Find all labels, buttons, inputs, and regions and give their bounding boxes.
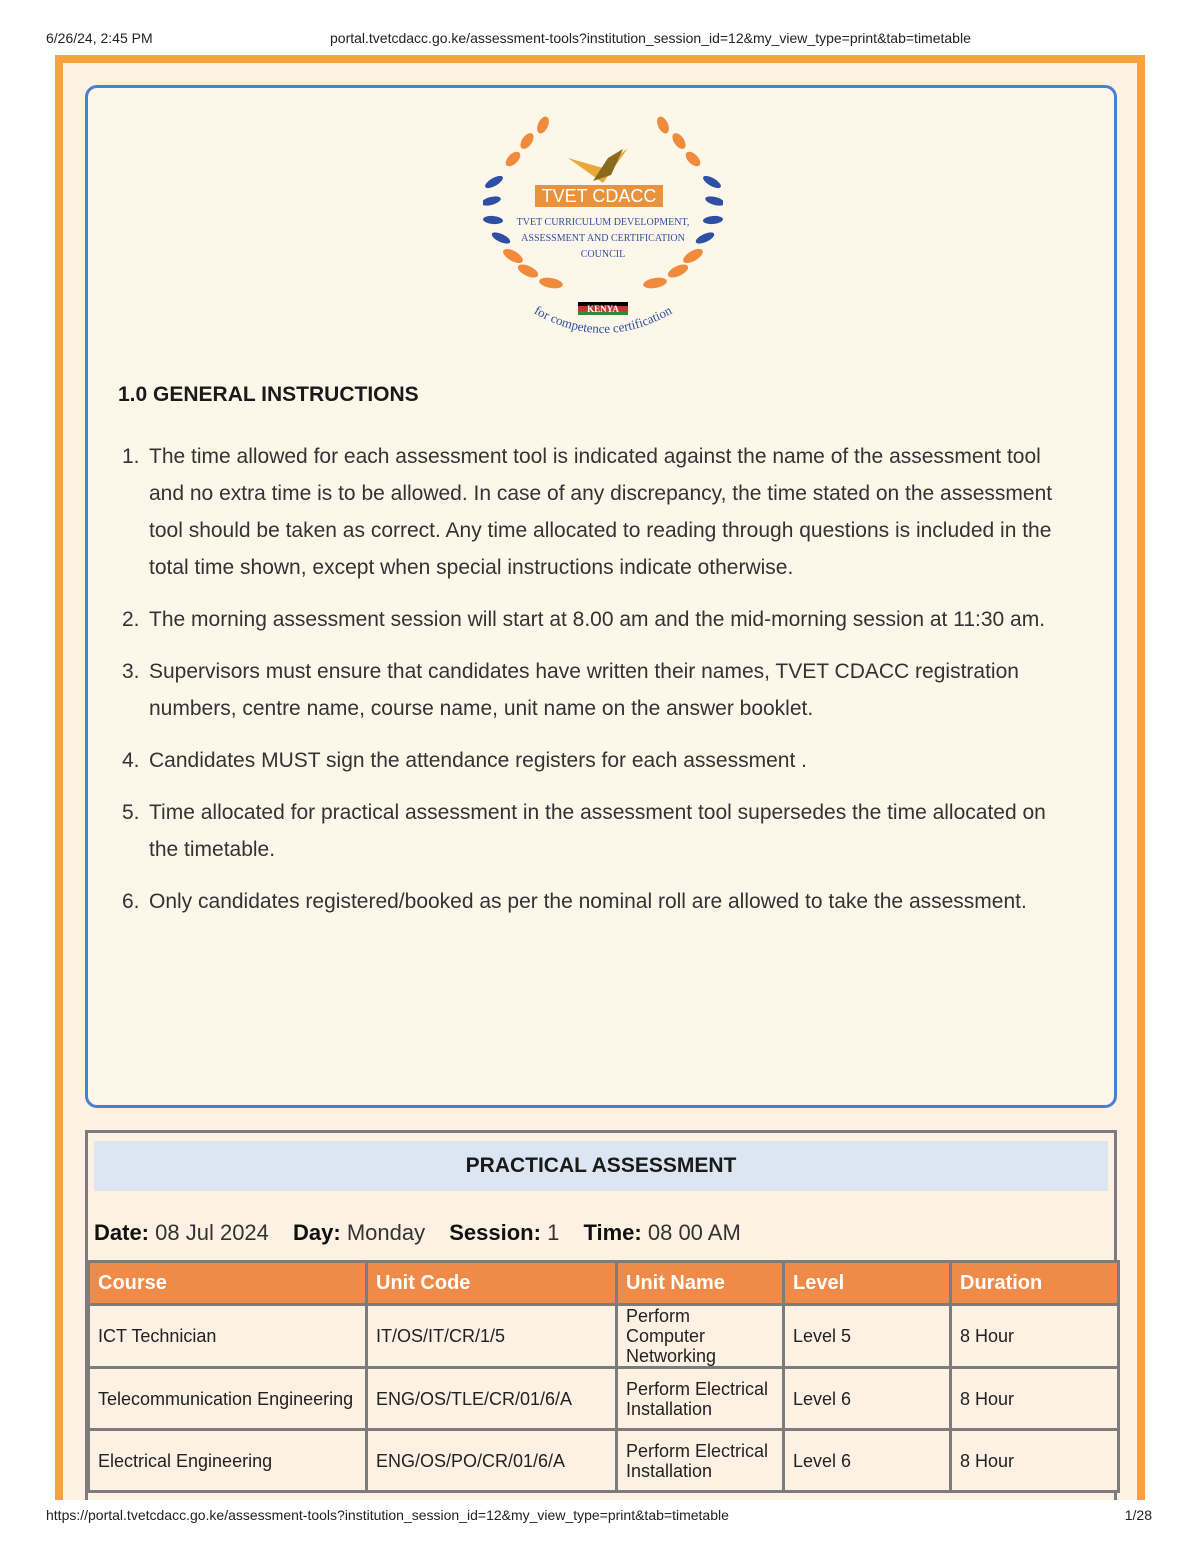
column-header-duration: Duration bbox=[951, 1262, 1119, 1305]
column-header-course: Course bbox=[89, 1262, 367, 1305]
tvet-cdacc-logo bbox=[483, 113, 723, 348]
cell-duration: 8 Hour bbox=[951, 1430, 1119, 1492]
instruction-item: 5. Time allocated for practical assessment in the assessment tool supersedes the time allocated on the timetable. bbox=[122, 801, 1046, 861]
column-header-unit-name: Unit Name bbox=[617, 1262, 784, 1305]
print-header bbox=[46, 30, 1154, 48]
logo-banner-text: TVET CDACC bbox=[541, 186, 657, 206]
print-url: portal.tvetcdacc.go.ke/assessment-tools?institution_session_id=12&my_view_type=print&tab=timetable bbox=[330, 30, 971, 46]
logo-org-line-1: TVET CURRICULUM DEVELOPMENT, bbox=[516, 217, 690, 228]
table-row bbox=[89, 1368, 1119, 1430]
cell-duration: 8 Hour bbox=[951, 1305, 1119, 1368]
instructions-list bbox=[118, 438, 1068, 935]
assessment-title: PRACTICAL ASSESSMENT bbox=[94, 1141, 1108, 1191]
cell-course: ICT Technician bbox=[89, 1305, 367, 1368]
day-label: Day: bbox=[293, 1220, 341, 1245]
table-row bbox=[89, 1430, 1119, 1492]
print-datetime: 6/26/24, 2:45 PM bbox=[46, 30, 153, 46]
footer-url: https://portal.tvetcdacc.go.ke/assessment-tools?institution_session_id=12&my_view_type=print&tab=timetable bbox=[46, 1507, 729, 1523]
instruction-item: 6. Only candidates registered/booked as per the nominal roll are allowed to take the assessment. bbox=[122, 890, 1027, 913]
cell-level: Level 6 bbox=[784, 1430, 951, 1492]
instruction-item: 1. The time allowed for each assessment tool is indicated against the name of the assessment tool and no extra time is to be allowed. In case of any discrepancy, the time stated on the assessment tool should be taken as correct. Any time allocated to reading through questions is included in the total time shown, except when special instructions indicate otherwise. bbox=[122, 445, 1053, 579]
cell-unit-code: ENG/OS/TLE/CR/01/6/A bbox=[367, 1368, 617, 1430]
logo-country-text: KENYA bbox=[587, 304, 619, 314]
cell-unit-name: Perform Electrical Installation bbox=[617, 1430, 784, 1492]
session-label: Session: bbox=[449, 1220, 541, 1245]
page-number: 1/28 bbox=[1124, 1507, 1152, 1523]
instruction-item: 2. The morning assessment session will start at 8.00 am and the mid-morning session at 11:30 am. bbox=[122, 608, 1046, 631]
cell-unit-code: ENG/OS/PO/CR/01/6/A bbox=[367, 1430, 617, 1492]
time-value: 08 00 AM bbox=[647, 1220, 741, 1245]
assessment-table bbox=[87, 1260, 1120, 1493]
practical-assessment-section bbox=[85, 1130, 1117, 1500]
table-header-row bbox=[89, 1262, 1119, 1305]
time-label: Time: bbox=[583, 1220, 642, 1245]
instruction-item: 3. Supervisors must ensure that candidates have written their names, TVET CDACC registration numbers, centre name, course name, unit name on the answer booklet. bbox=[122, 660, 1019, 720]
assessment-meta bbox=[94, 1220, 741, 1246]
table-row bbox=[89, 1305, 1119, 1368]
date-label: Date: bbox=[94, 1220, 150, 1245]
cell-level: Level 6 bbox=[784, 1368, 951, 1430]
logo-org-line-2: ASSESSMENT AND CERTIFICATION bbox=[521, 233, 685, 244]
session-value: 1 bbox=[547, 1220, 560, 1245]
cell-duration: 8 Hour bbox=[951, 1368, 1119, 1430]
cell-unit-name: Perform Electrical Installation bbox=[617, 1368, 784, 1430]
cell-unit-name: Perform Computer Networking bbox=[617, 1305, 784, 1368]
logo-motto-text: for competence certification bbox=[531, 302, 675, 337]
cell-course: Electrical Engineering bbox=[89, 1430, 367, 1492]
date-value: 08 Jul 2024 bbox=[155, 1220, 269, 1245]
logo-org-line-3: COUNCIL bbox=[580, 249, 626, 260]
cell-course: Telecommunication Engineering bbox=[89, 1368, 367, 1430]
section-title: 1.0 GENERAL INSTRUCTIONS bbox=[118, 383, 419, 406]
general-instructions-card bbox=[85, 85, 1117, 1108]
instruction-item: 4. Candidates MUST sign the attendance registers for each assessment . bbox=[122, 749, 807, 772]
column-header-unit-code: Unit Code bbox=[367, 1262, 617, 1305]
day-value: Monday bbox=[346, 1220, 426, 1245]
cell-unit-code: IT/OS/IT/CR/1/5 bbox=[367, 1305, 617, 1368]
print-footer bbox=[46, 1507, 1152, 1525]
cell-level: Level 5 bbox=[784, 1305, 951, 1368]
column-header-level: Level bbox=[784, 1262, 951, 1305]
